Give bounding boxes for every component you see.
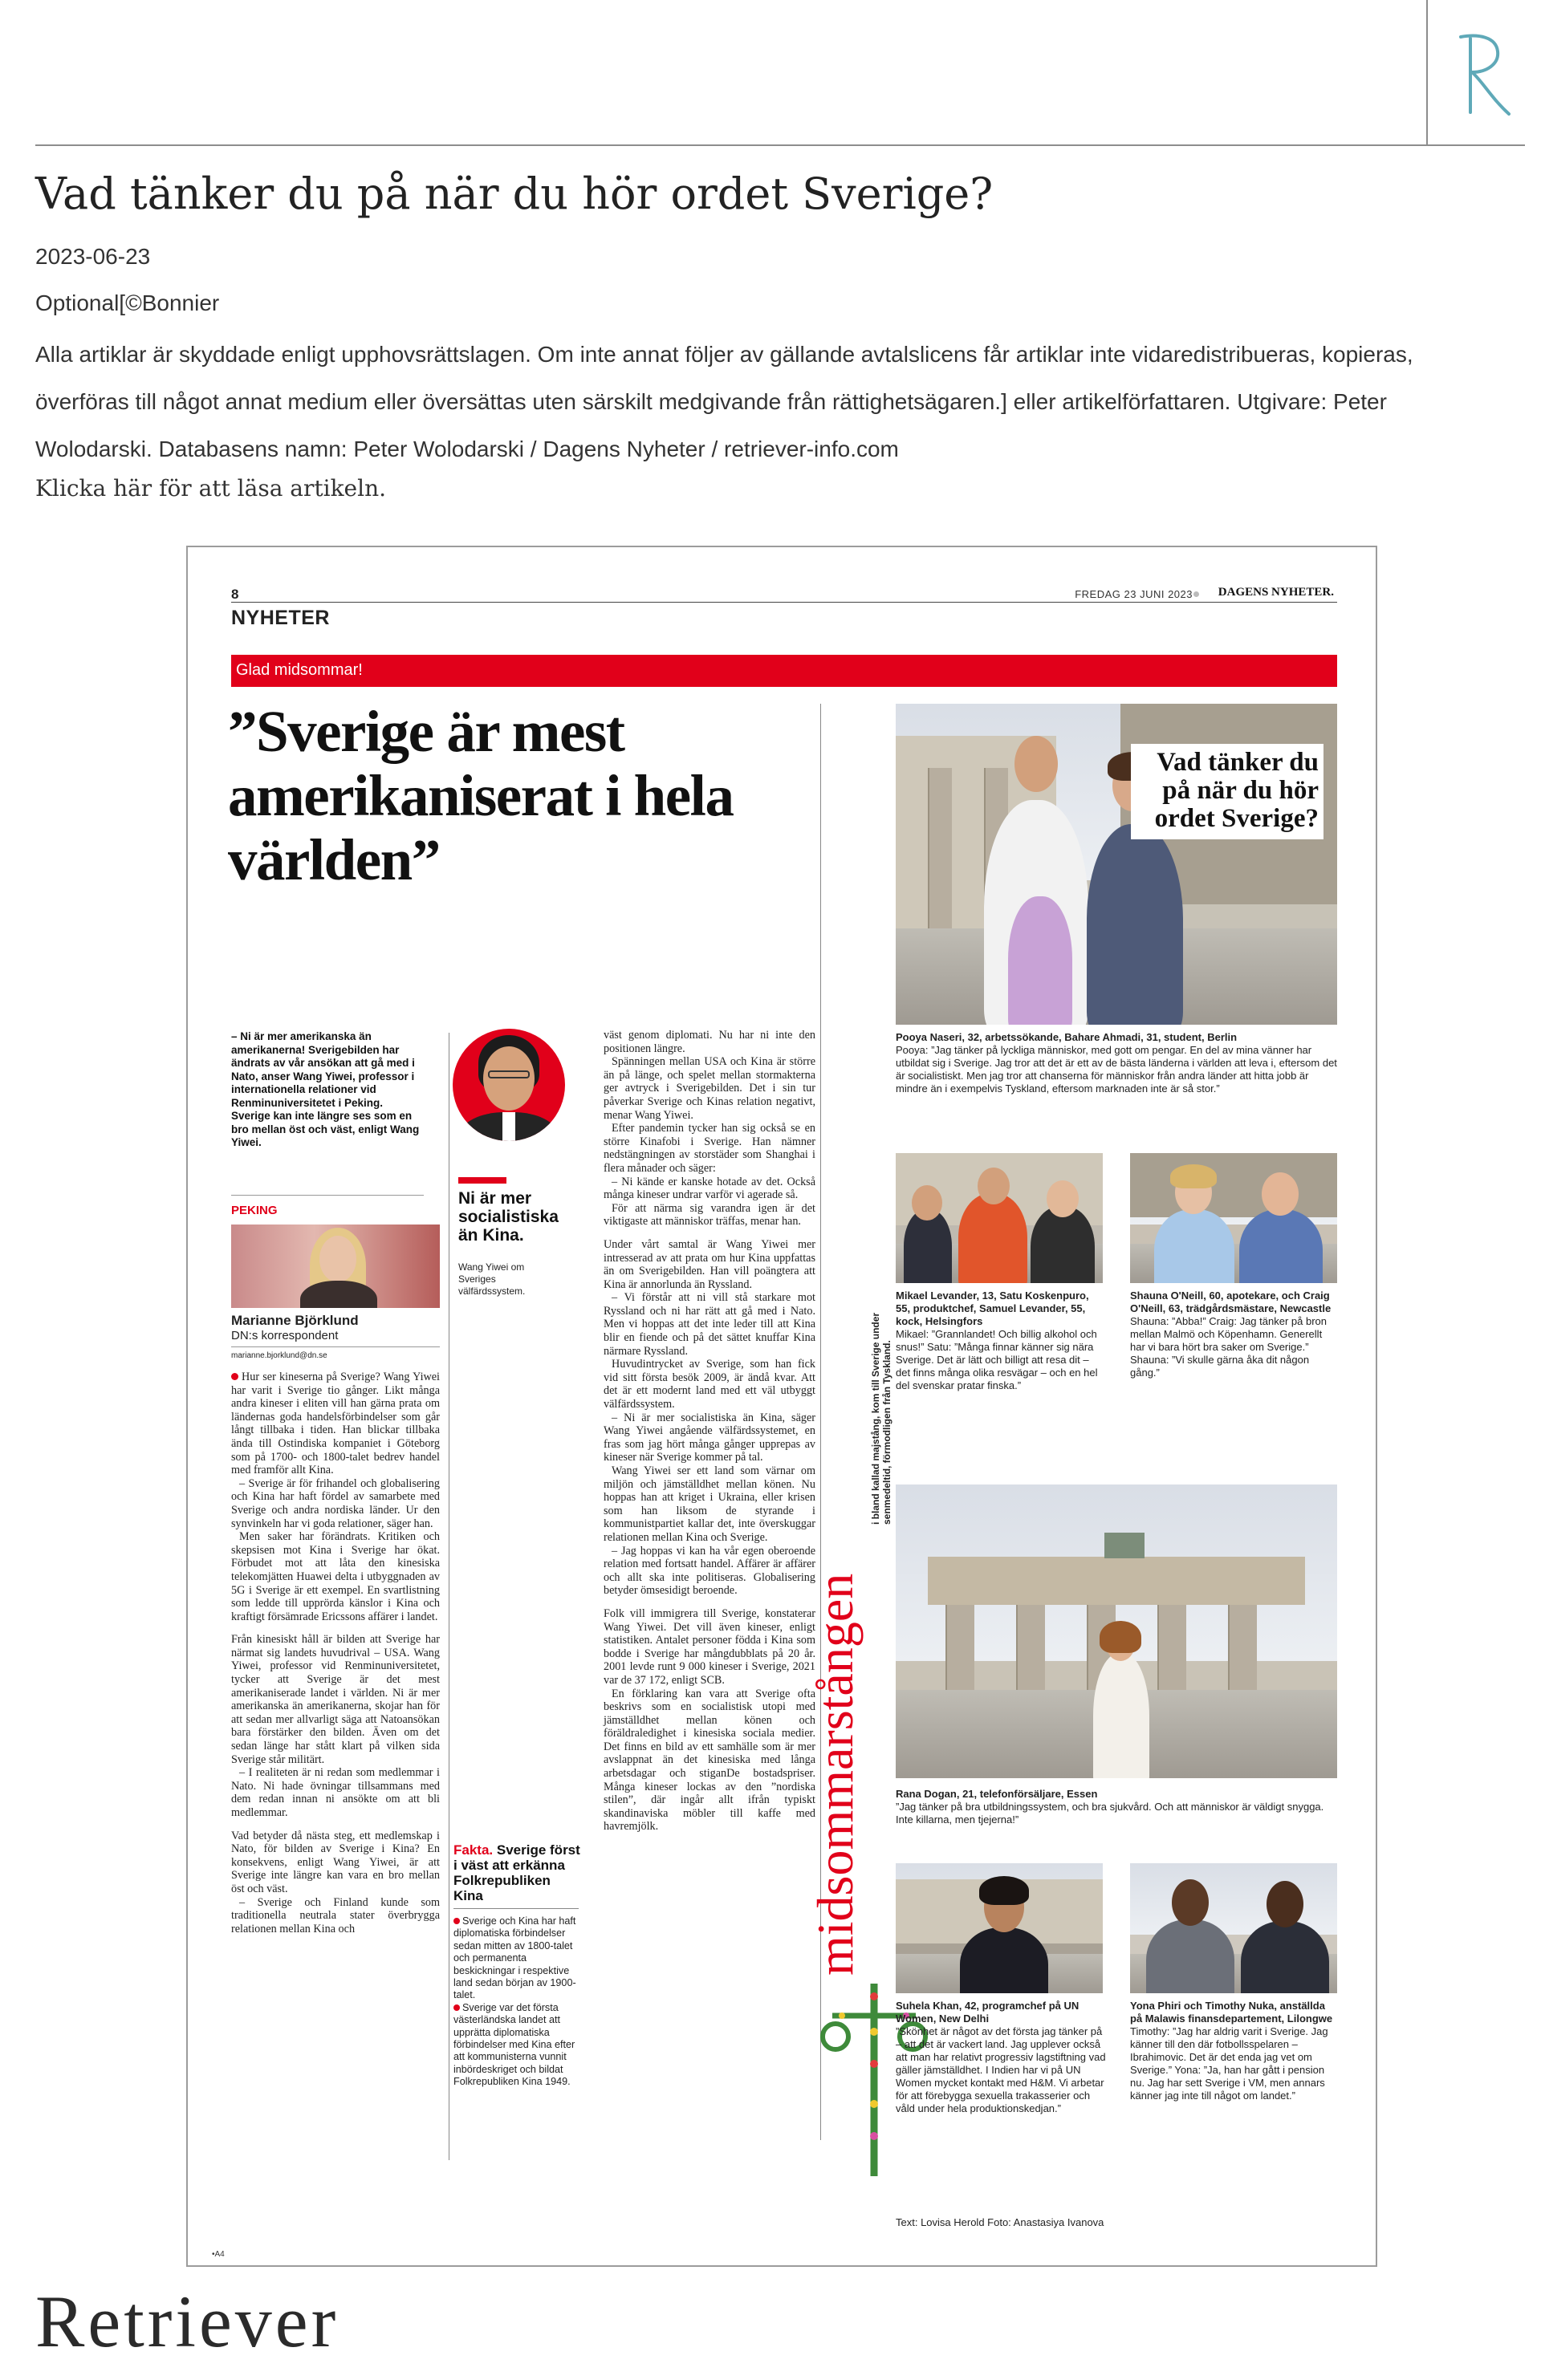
col3-paragraph: Spänningen mellan USA och Kina är större än på länge, och spelet mellan stormakterna ger avtryck i Sverigebilden. Det i sin tur påverkar Sverige och Kinas relation negativt, menar Wang Yiwei. [604,1055,815,1122]
photo-credit: Text: Lovisa Herold Foto: Anastasiya Ivanova [896,2216,1104,2228]
col3-paragraph: – Ni kände er kanske hotade av det. Också många kineser undrar varför vi agerade så. [604,1175,815,1202]
page-number: 8 [231,587,239,602]
fact-box [453,1842,582,2147]
newspaper-page [186,546,1377,2267]
col3-paragraph: Folk vill immigrera till Sverige, konstaterar Wang Yiwei. Det vill även kineser, enligt statistiken. Antalet personer födda i Kina som bodde i Sverige har mångdubblats på 20 år. 2001 levde runt 9 000 kineser i Sverige, 2021 var de 37 172, enligt SCB. [604,1606,815,1687]
caption-5 [896,2000,1106,2115]
caption-body: ”Jag tänker på bra utbildningssystem, och bra sjukvård. Och att människor är väldigt snygga. Inte killarna, men tjejerna!” [896,1801,1324,1826]
dn-masthead: DAGENS NYHETER. [1218,586,1334,599]
top-rule [231,602,1337,603]
caption-1 [896,1031,1337,1095]
header-divider-vertical [1426,0,1428,144]
article-column-1 [231,1371,440,1935]
col1-paragraph: – Sverige och Finland kunde som traditionella neutrala stater överbrygga relationen mellan Kina och [231,1895,440,1935]
lead-rule [231,1195,424,1196]
photo-suhela-khan [896,1863,1103,1993]
maypole-title: midsommarstången [807,1573,864,1976]
photo-oneill-couple [1130,1153,1337,1283]
byline-email: marianne.bjorklund@dn.se [231,1351,327,1360]
banner-text: Glad midsommar! [236,661,363,679]
survey-title: Vad tänker du på när du hör ordet Sverige? [1131,744,1323,839]
article-title: Vad tänker du på när du hör ordet Sverige? [35,169,994,219]
byline-rule [231,1346,440,1347]
retriever-r-logo-icon [1454,30,1515,119]
photo-rana-brandenburg [896,1484,1337,1778]
col3-paragraph: – Ni är mer socialistiska än Kina, säger Wang Yiwei angående välfärdssystemet, en fras som jag hört många gånger upprepas av kineser när Sverige kommer på tal. [604,1411,815,1464]
caption-head: Suhela Khan, 42, programchef på UN Women, New Delhi [896,2000,1080,2025]
article-column-3 [604,1029,815,1834]
fact-item: Sverige och Kina har haft diplomatiska förbindelser sedan mitten av 1800-talet och permanenta beskickningar i respektive land sedan början av 1900-talet. [453,1915,576,2001]
col1-paragraph: – Sverige är för frihandel och globalisering och Kina har haft fördel av samarbete med Sverige och andra nordiska länder. Ur den synvinkeln har vi goda relationer, säger han. [231,1476,440,1530]
caption-4 [896,1788,1337,1826]
header-divider [35,144,1525,146]
dateline-city: PEKING [231,1204,278,1217]
col3-paragraph: Under vårt samtal är Wang Yiwei mer intresserad av att prata om hur Kina uppfattas än om Sverigebilden. Han vill poängtera att Kina är annorlunda än Ryssland. [604,1237,815,1291]
caption-body: Shauna: ”Abba!” Craig: Jag tänker på bron mellan Malmö och Köpenhamn. Generellt har vi bara hört bra saker om Sverige.” Shauna: ”Vi skulle gärna åka dit någon gång.” [1130,1315,1327,1379]
dateline: FREDAG 23 JUNI 2023 [1075,588,1193,600]
banner-bar [231,655,1337,687]
col3-paragraph: Efter pandemin tycker han sig också se en större Kinafobi i Sverige. Han nämner nedstängningen av storstäder som Shanghai i flera månader och säger: [604,1122,815,1175]
caption-body: Timothy: ”Jag har aldrig varit i Sverige. Jag känner till den där fotbollsspelaren – Ibrahimovic. Det är det enda jag vet om Sverige.” Yona: ”Ja, han har gått i pension nu. Jag har sett Sverige i VM, men annars känner jag inte till något om landet.” [1130,2025,1328,2102]
byline-photo [231,1225,440,1308]
fact-item: Sverige var det första västerländska landet att upprätta diplomatiska förbindelser med Kina efter att kommunisterna vunnit inbördeskriget och bildat Folkrepubliken Kina 1949. [453,2001,575,2088]
col3-paragraph: – Jag hoppas vi kan ha vår egen oberoende relation med fortsatt handel. Affärer är affärer och allt ska inte politiseras. Globalisering betyder ömsesidigt beroende. [604,1544,815,1598]
caption-head: Mikael Levander, 13, Satu Koskenpuro, 55, produktchef, Samuel Levander, 55, kock, Helsingfors [896,1290,1089,1327]
col1-paragraph: Vad betyder då nästa steg, ett medlemskap i Nato, för bilden av Sverige i Kina? En konsekvens, enligt Wang Yiwei, är att Sverige inte längre kan vara en bro mellan öst och väst. [231,1829,440,1895]
col3-paragraph: – Vi förstår att ni vill stå starkare mot Ryssland och ni har rätt att gå med i Nato. Men vi hoppas att det inte leder till att Kina blir en fiende och på det sättet knuffar Kina närmare Ryssland. [604,1291,815,1358]
caption-3 [1130,1290,1337,1379]
col3-paragraph: Huvudintrycket av Sverige, som han fick vid sitt första besök 2009, är ändå kvar. Att det är ett modernt land med ett väl utbyggt välfärdssystem. [604,1358,815,1411]
pull-quote: Ni är mer socialistiska än Kina. [458,1189,559,1245]
caption-body: Pooya: ”Jag tänker på lyckliga människor, med gott om pengar. En del av mina vänner har utbildat sig i Sverige. Jag tror att det är ett av de bästa länderna i världen att leva i, eftersom det är socialistiskt. Men jag tror att chanserna för människor från andra länder att hitta jobb är mindre än i exempelvis Tyskland, eftersom marknaden inte är så stor.” [896,1044,1337,1095]
article-date: 2023-06-23 [35,244,151,269]
caption-head: Pooya Naseri, 32, arbetssökande, Bahare Ahmadi, 31, student, Berlin [896,1031,1238,1043]
caption-body: Mikael: ”Grannlandet! Och billig alkohol och snus!” Satu: ”Många finnar känner sig nära Sverige. Det är lätt och billigt att resa dit – det finns många olika resvägar – och en hel del svenskar pratar finska.” [896,1328,1098,1391]
lead-text: – Ni är mer amerikanska än amerikanerna! Sverigebilden har ändrats av vår ansökan att gå med i Nato, anser Wang Yiwei, professor i internationella relationer vid Renminuniversitetet i Peking. Sverige kan inte längre ses som en bro mellan öst och väst, enligt Wang Yiwei. [231,1030,420,1148]
photo-levander-family [896,1153,1103,1283]
col3-paragraph: En förklaring kan vara att Sverige ofta beskrivs som en socialistisk utopi med jämställdhet mellan könen och föräldraledighet i kinesiska sociala medier. Det finns en bild av ett samhälle som är mer avslappnat än det kinesiska med långa arbetsdagar och stiganDe bostadspriser. Många kineser lockas av den ”nordiska stilen”, där ingår allt ifrån typiskt skandinaviska möbler till kaffe med havremjölk. [604,1687,815,1834]
caption-6 [1130,2000,1337,2102]
col1-paragraph: Hur ser kineserna på Sverige? Wang Yiwei har varit i Sverige tio gånger. Likt många andra kineser i eliten vill han gärna prata om ländernas goda handelsförbindelser som går långt tillbaka i tiden. Han blickar tillbaka ända till Ostindiska kompaniet i Göteborg som på 1700- och 1800-talet bedrev handel med framför allt Kina. [231,1371,440,1477]
caption-head: Shauna O'Neill, 60, apotekare, och Craig O'Neill, 63, trädgårdsmästare, Newcastle [1130,1290,1332,1314]
maypole-text: i bland kallad majstång, kom till Sverige under senmedeltid, förmodligen från Tyskland. [870,1312,892,1525]
caption-head: Rana Dogan, 21, telefonförsäljare, Essen [896,1788,1098,1800]
read-article-link[interactable]: Klicka här för att läsa artikeln. [35,475,387,502]
byline-role: DN:s korrespondent [231,1329,339,1342]
photo-yona-timothy [1130,1863,1337,1993]
col3-paragraph: Wang Yiwei ser ett land som värnar om miljön och jämställdhet mellan könen. Nu hoppas han att kriget i Ukraina, eller krisen som han liksom de styrande i kommunistpartiet kallar det, inte överskuggar relationen mellan Kina och Sverige. [604,1464,815,1544]
fact-label: Fakta. [453,1842,494,1858]
caption-head: Yona Phiri och Timothy Nuka, anställda på Malawis finansdepartement, Lilongwe [1130,2000,1333,2025]
quote-attribution: Wang Yiwei om Sveriges välfärdssystem. [458,1261,526,1297]
col3-paragraph: väst genom diplomati. Nu har ni inte den positionen längre. [604,1029,815,1055]
caption-2 [896,1290,1106,1392]
section-label: NYHETER [231,607,330,629]
wang-yiwei-portrait [453,1029,565,1141]
retriever-brand-logo: Retriever [35,2280,340,2362]
col3-paragraph: För att närma sig varandra igen är det viktigaste att människor träffas, menar han. [604,1201,815,1229]
col1-paragraph: Från kinesiskt håll är bilden att Sverige har närmat sig landets huvudrival – USA. Wang Yiwei, professor vid Renminuniversitetet, tycker att Sverige är det mest amerikaniserade landet i världen. Ni är mer amerikanska än amerikanerna, skojar han för att sedan mer allvarligt säga att Natoansökan bara förstärker den bilden. Även om det sedan länge har stått klart på vilken sida Sverige står militärt. [231,1633,440,1766]
headline: ”Sverige är mest amerikaniserat i hela världen” [228,699,734,892]
page-code: •A4 [212,2250,225,2259]
col1-paragraph: – I realiteten är ni redan som medlemmar i Nato. Ni hade övningar tillsammans med dem redan innan ni ansökte om att bli medlemmar. [231,1766,440,1819]
dateline-separator [1193,591,1199,597]
caption-body: ”Skönhet är något av det första jag tänker på – att det är vackert land. Jag upplever också att man har relativt progressiv lagstiftning vad gäller jämställdhet. I Indien har vi på UN Women mycket kontakt med H&M. Vi arbetar för att förebygga sexuella trakasserier och våld under hela produktionskedjan.” [896,2025,1106,2114]
col1-paragraph: Men saker har förändrats. Kritiken och skepsisen mot Kina i Sverige har ökat. Förbudet mot att låta den kinesiska telekomjätten Huawei delta i utbyggnaden av 5G i Sverige är ett exempel. En svartlistning som ledde till upprörda känslor i Kina och kraftigt försämrade Ericssons affärer i landet. [231,1530,440,1623]
article-source: Optional[©Bonnier [35,290,220,315]
byline-name: Marianne Björklund [231,1313,359,1328]
quote-accent [458,1177,506,1184]
copyright-notice: Alla artiklar är skyddade enligt upphovsrättslagen. Om inte annat följer av gällande avtalslicens får artiklar inte vidaredistribueras, kopieras, överföras till något annat medium eller översättas uten särskilt medgivande från rättighetsägaren.] eller artikelförfattaren. Utgivare: Peter Wolodarski. Databasens namn: Peter Wolodarski / Dagens Nyheter / retriever-info.com [35,342,1413,461]
fact-title: Sverige först i väst att erkänna Folkrepubliken Kina [453,1842,580,1903]
